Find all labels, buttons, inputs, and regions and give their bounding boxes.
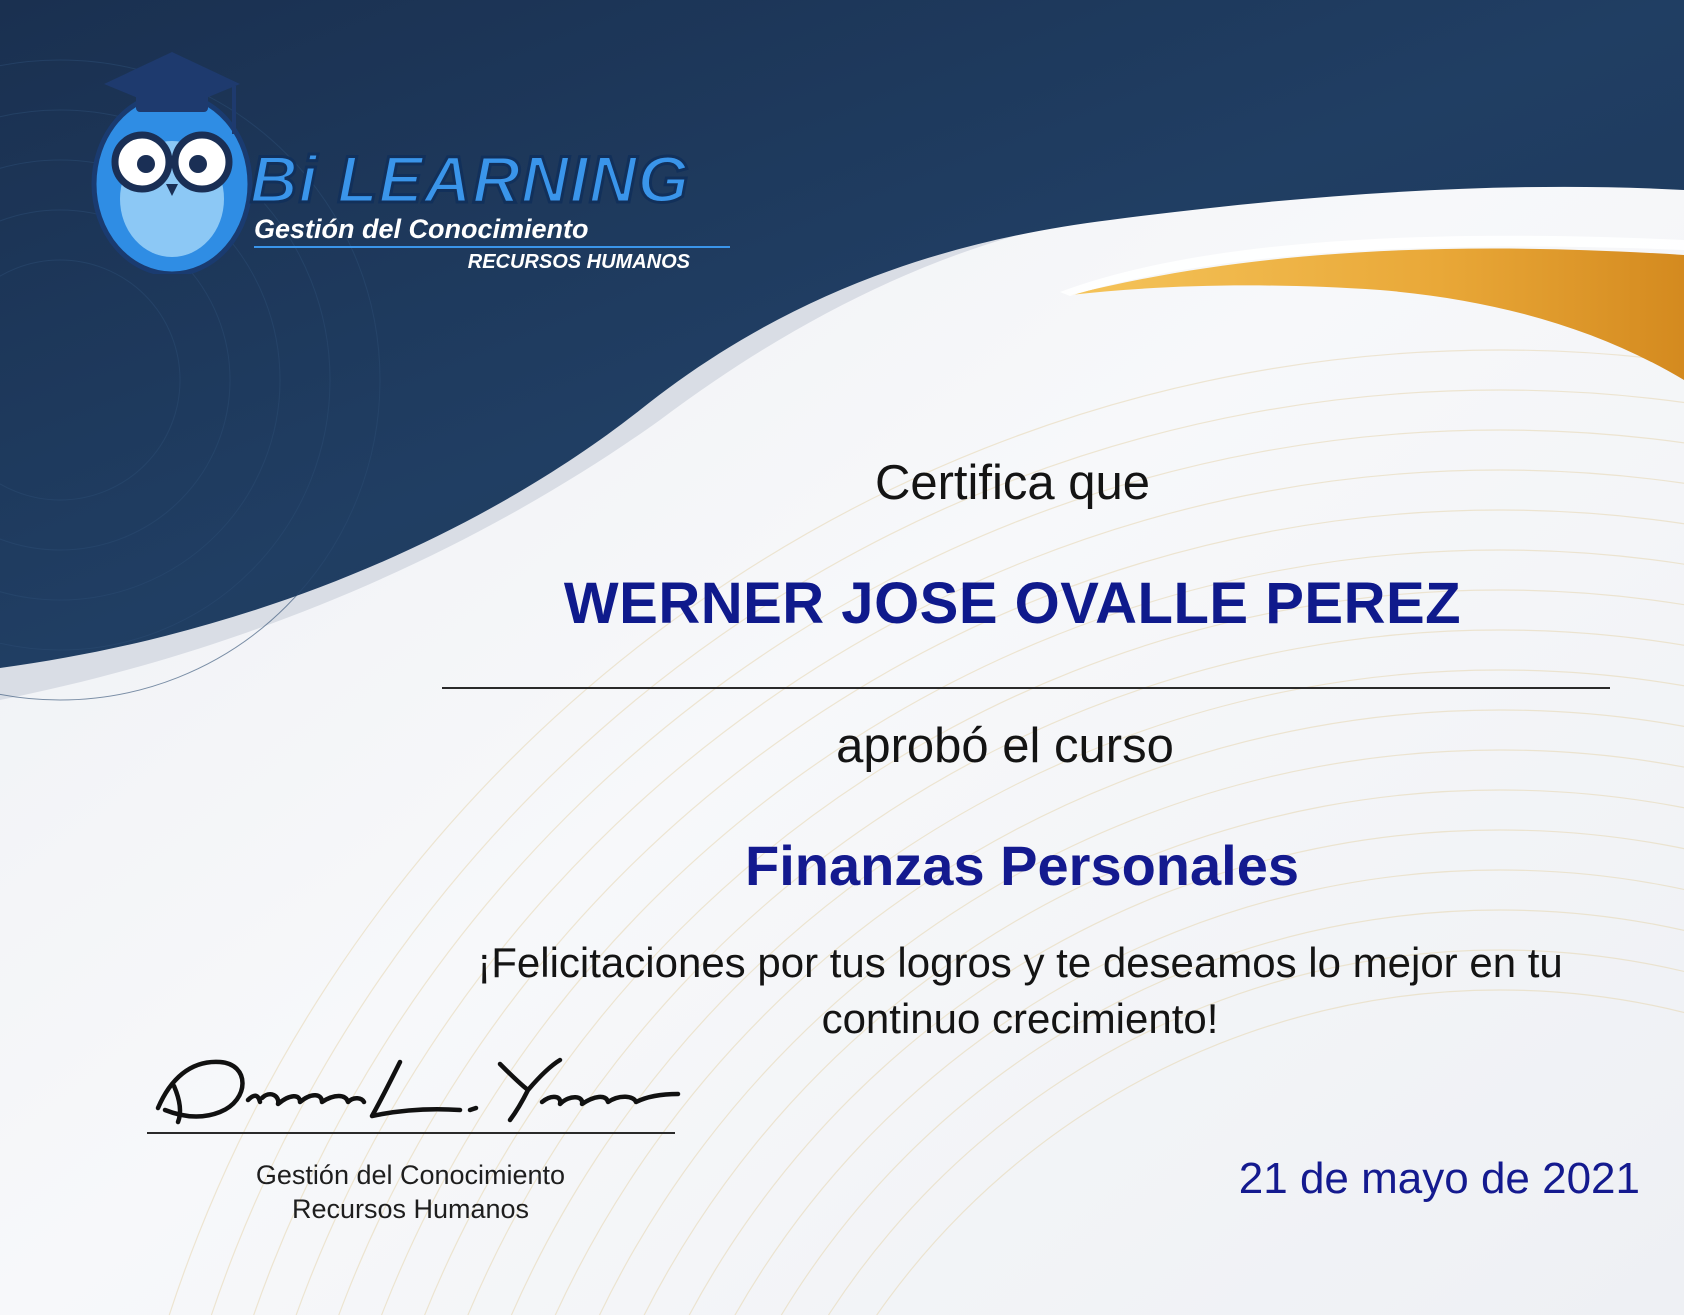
certify-intro: Certifica que: [874, 456, 1151, 510]
signature-image: [150, 1050, 690, 1130]
logo-department: RECURSOS HUMANOS: [467, 251, 690, 273]
owl-graduate-icon: [94, 52, 250, 274]
signer-area: Recursos Humanos: [291, 1194, 530, 1224]
logo-text: [250, 142, 730, 276]
approved-text: aprobó el curso: [836, 719, 1174, 773]
logo-subtitle: Gestión del Conocimiento: [254, 212, 730, 248]
issue-date: 21 de mayo de 2021: [1238, 1154, 1640, 1203]
recipient-name: WERNER JOSE OVALLE PEREZ: [563, 571, 1462, 636]
course-title: Finanzas Personales: [744, 834, 1299, 897]
name-underline: [442, 687, 1610, 689]
congratulations-message: ¡Felicitaciones por tus logros y te deseamos lo mejor en tu continuo crecimiento!: [477, 939, 1563, 1042]
logo-brand: Bi LEARNING: [250, 142, 690, 216]
signature-line: [147, 1132, 675, 1134]
signer-department: Gestión del Conocimiento: [255, 1160, 566, 1190]
